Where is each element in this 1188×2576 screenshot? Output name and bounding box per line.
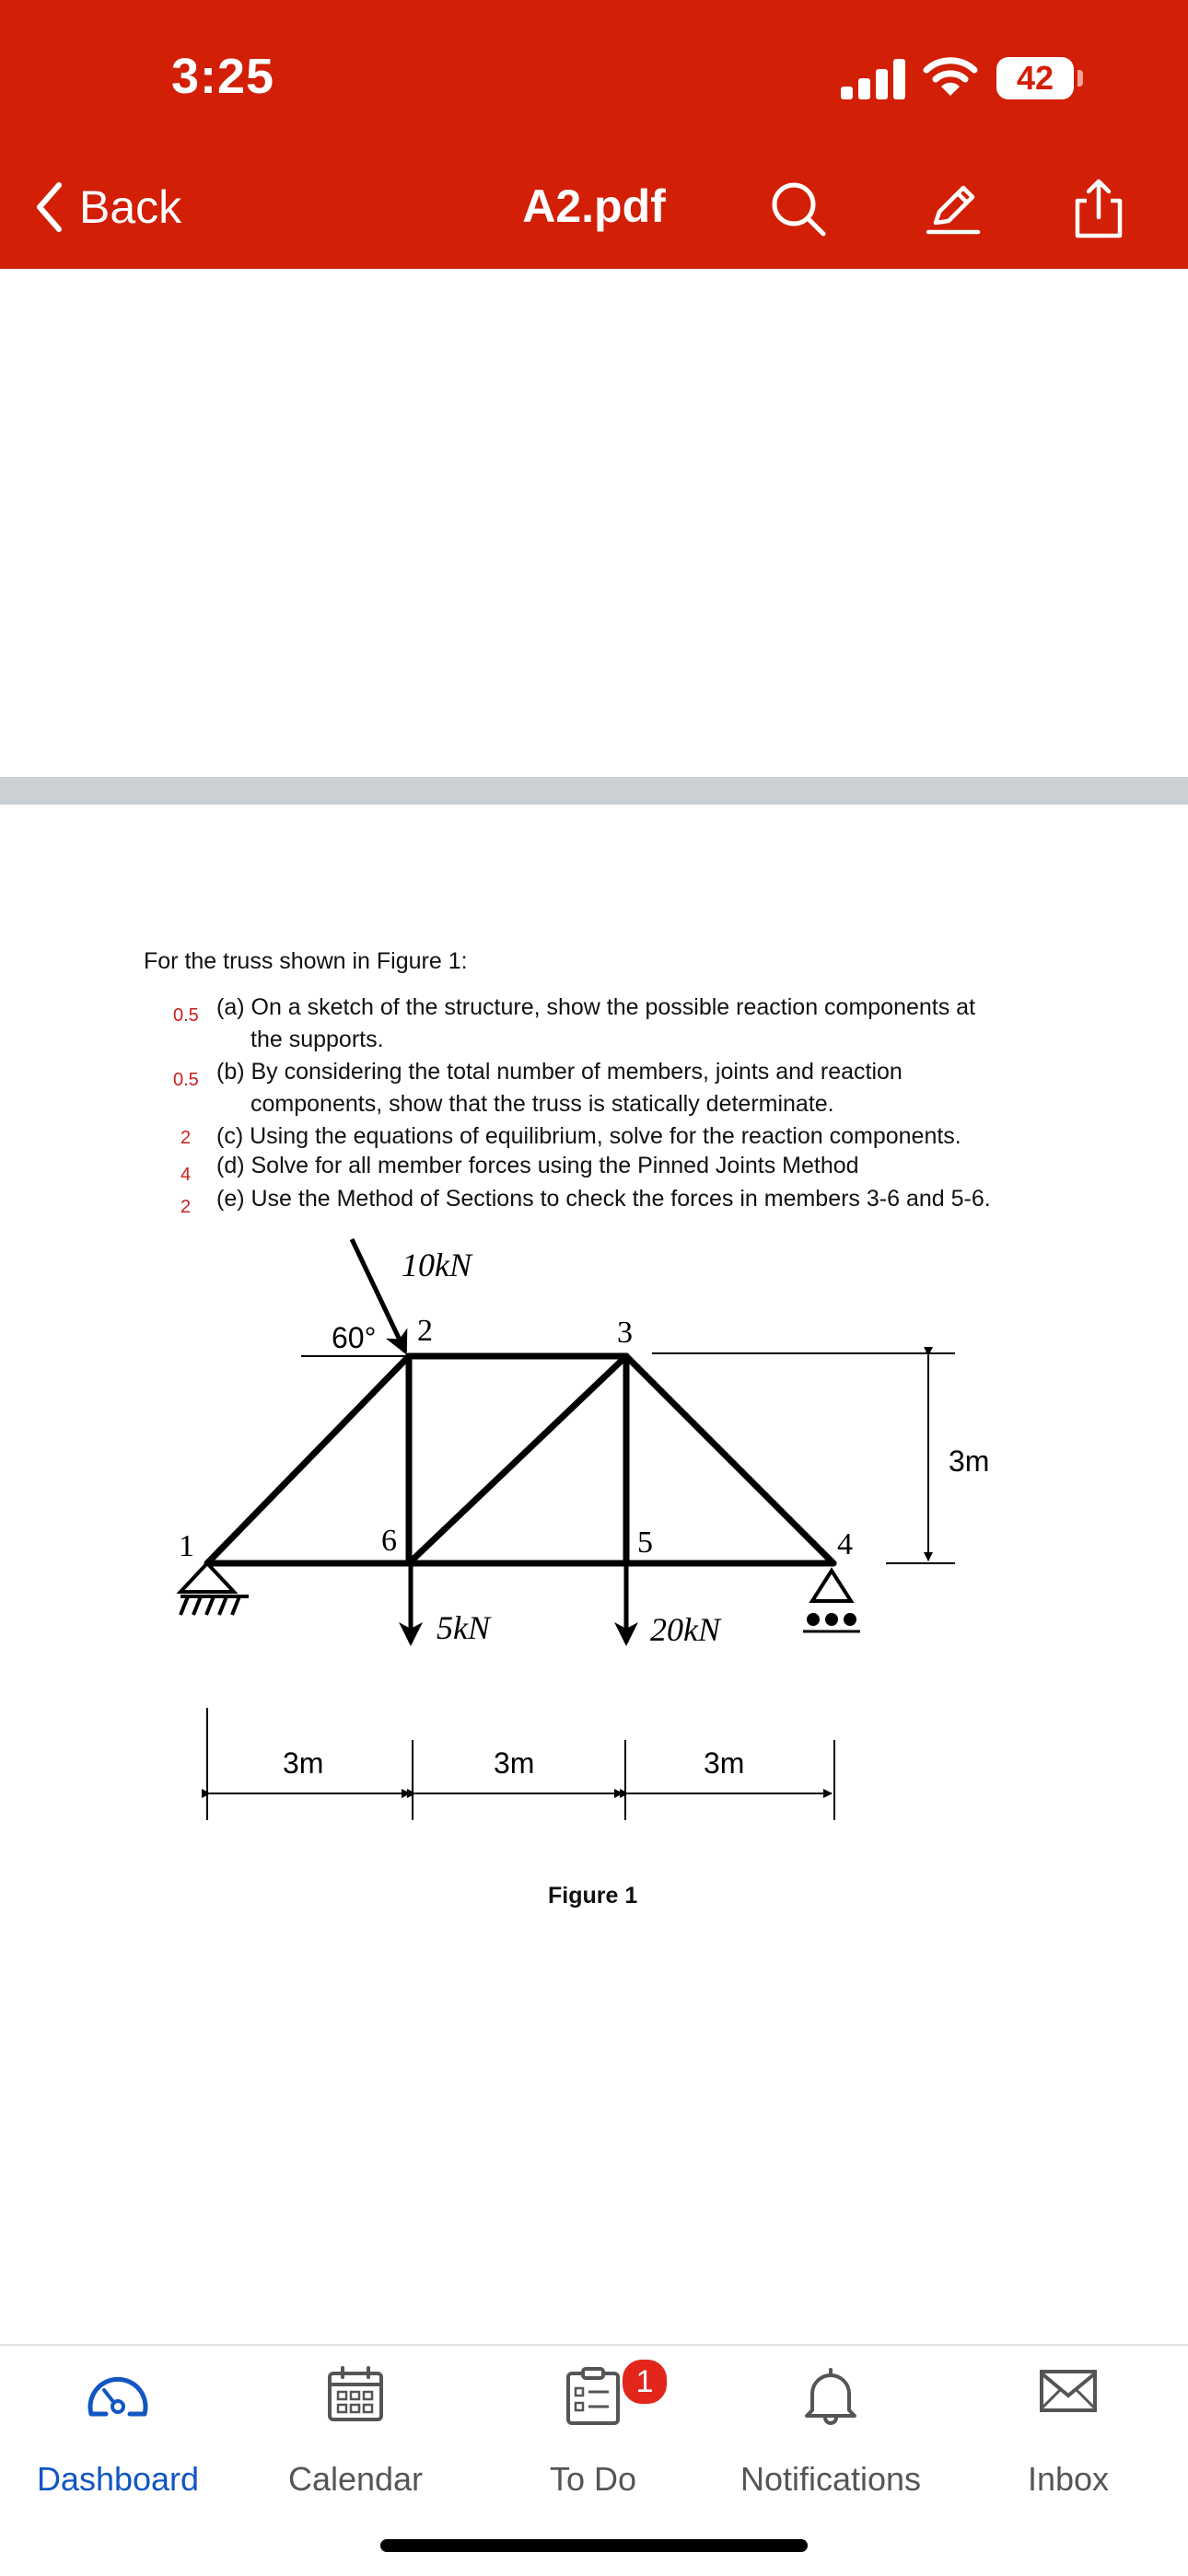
- load-5kn-label: 5kN: [437, 1609, 490, 1646]
- pin-support-icon: [181, 1563, 249, 1615]
- item-b-line2: components, show that the truss is statically determinate.: [250, 1091, 834, 1117]
- item-d-line1: (d) Solve for all member forces using the Pinned Joints Method: [216, 1153, 859, 1178]
- battery-icon: 42: [996, 57, 1074, 99]
- back-label: Back: [79, 181, 182, 233]
- angle-label: 60°: [332, 1321, 377, 1354]
- tab-dashboard-label: Dashboard: [36, 2460, 200, 2498]
- annotate-pen-icon[interactable]: [921, 177, 985, 241]
- load-20kn-label: 20kN: [650, 1611, 720, 1648]
- truss-members: [207, 1356, 833, 1563]
- question-intro: For the truss shown in Figure 1:: [144, 948, 468, 974]
- top-bar: [0, 0, 1188, 269]
- back-button[interactable]: [35, 175, 181, 239]
- battery-tip: [1077, 70, 1083, 87]
- mark-d: 4: [181, 1165, 192, 1185]
- figure-caption: Figure 1: [548, 1883, 638, 1909]
- todo-icon: [565, 2366, 622, 2427]
- mark-a: 0.5: [173, 1005, 199, 1026]
- item-e-line1: (e) Use the Method of Sections to check the forces in members 3-6 and 5-6.: [216, 1186, 991, 1212]
- item-c-line1: (c) Using the equations of equilibrium, solve for the reaction components.: [216, 1123, 961, 1149]
- mark-e: 2: [181, 1197, 192, 1217]
- tab-todo[interactable]: [478, 2346, 708, 2530]
- status-time: 3:25: [171, 49, 275, 104]
- page-separator: [0, 777, 1188, 805]
- member-1-2: [207, 1356, 409, 1563]
- inbox-icon: [1038, 2366, 1099, 2416]
- item-a-line2: the supports.: [250, 1027, 384, 1052]
- roller-support-icon: [803, 1571, 860, 1631]
- load-10kn-label: 10kN: [402, 1247, 472, 1283]
- member-3-6: [409, 1356, 626, 1563]
- tab-notifications-label: Notifications: [740, 2460, 922, 2498]
- joint-2-label: 2: [417, 1314, 433, 1348]
- home-indicator: [380, 2539, 808, 2552]
- tab-notifications[interactable]: [716, 2346, 946, 2530]
- tab-inbox[interactable]: [953, 2346, 1183, 2530]
- tab-calendar-label: Calendar: [287, 2460, 424, 2498]
- share-icon[interactable]: [1066, 177, 1131, 241]
- joint-6-label: 6: [381, 1524, 397, 1558]
- span-3-label: 3m: [704, 1746, 745, 1780]
- joint-4-label: 4: [837, 1527, 853, 1561]
- document-title: A2.pdf: [522, 180, 666, 232]
- wifi-icon: [923, 55, 978, 98]
- dashboard-icon: [84, 2366, 152, 2421]
- mark-b: 0.5: [173, 1070, 199, 1090]
- calendar-icon: [326, 2366, 385, 2423]
- todo-badge: 1: [620, 2357, 670, 2407]
- mark-c: 2: [181, 1128, 192, 1148]
- joint-3-label: 3: [617, 1316, 633, 1350]
- truss-figure: [0, 1215, 1188, 1878]
- chevron-left-icon: [35, 181, 63, 233]
- joint-1-label: 1: [179, 1529, 194, 1563]
- span-2-label: 3m: [494, 1746, 535, 1780]
- joint-5-label: 5: [637, 1526, 653, 1560]
- item-b-line1: (b) By considering the total number of members, joints and reaction: [216, 1059, 903, 1085]
- member-3-4: [626, 1356, 833, 1563]
- tab-todo-label: To Do: [549, 2460, 637, 2498]
- tab-inbox-label: Inbox: [1027, 2460, 1110, 2498]
- cellular-signal-icon: [841, 57, 905, 99]
- search-icon[interactable]: [766, 177, 831, 241]
- height-dim-label: 3m: [949, 1445, 990, 1478]
- bell-icon: [801, 2366, 860, 2425]
- tab-dashboard[interactable]: [3, 2346, 233, 2530]
- item-a-line1: (a) On a sketch of the structure, show the possible reaction components at: [216, 994, 976, 1020]
- tab-calendar[interactable]: [240, 2346, 471, 2530]
- span-1-label: 3m: [283, 1746, 324, 1780]
